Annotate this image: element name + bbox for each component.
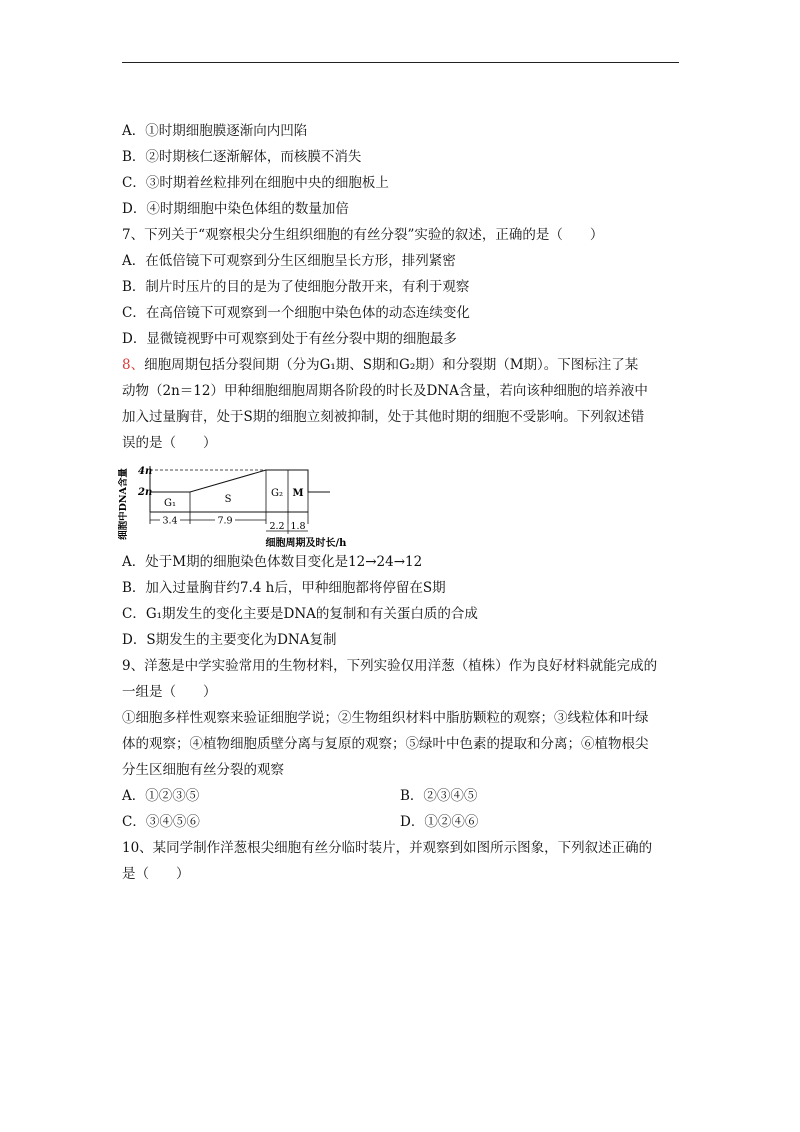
prev-option-d: D．④时期细胞中染色体组的数量加倍 (122, 201, 349, 217)
q8-option-c: C．G₁期发生的变化主要是DNA的复制和有关蛋白质的合成 (122, 606, 478, 622)
q9-option-b: B．②③④⑤ (400, 788, 478, 804)
q8-stem-line1 (122, 356, 638, 374)
q9-option-a: A．①②③⑤ (122, 788, 200, 804)
y-axis-label: 细胞中DNA含量 (118, 468, 129, 540)
phase-label-g1: G₁ (164, 498, 176, 509)
q8-option-d: D．S期发生的主要变化为DNA复制 (122, 632, 337, 648)
q8-number: 8、 (122, 357, 145, 373)
q10-stem-line2: 是（ ） (122, 866, 190, 882)
q9-stem-line1: 9、洋葱是中学实验常用的生物材料，下列实验仅用洋葱（植株）作为良好材料就能完成的 (122, 658, 658, 674)
q7-option-d: D．显微镜视野中可观察到处于有丝分裂中期的细胞最多 (122, 331, 457, 347)
duration-m: 1.8 (290, 521, 306, 532)
q9-stem-line4: 体的观察；④植物细胞质壁分离与复原的观察；⑤绿叶中色素的提取和分离；⑥植物根尖 (122, 736, 649, 752)
duration-g2: 2.2 (269, 521, 285, 532)
q8-stem-text: 细胞周期包括分裂间期（分为G₁期、S期和G₂期）和分裂期（M期）。下图标注了某 (144, 357, 639, 373)
y-tick-4n: 4n (138, 466, 153, 477)
q9-stem-line2: 一组是（ ） (122, 684, 217, 700)
prev-option-c: C．③时期着丝粒排列在细胞中央的细胞板上 (122, 175, 389, 191)
q8-stem-line2: 动物（2n＝12）甲种细胞细胞周期各阶段的时长及DNA含量，若向该种细胞的培养液中 (122, 383, 648, 399)
phase-label-m: M (292, 488, 304, 499)
q7-option-b: B．制片时压片的目的是为了使细胞分散开来，有利于观察 (122, 279, 470, 295)
q8-stem-line3: 加入过量胸苷，处于S期的细胞立刻被抑制，处于其他时期的细胞不受影响。下列叙述错 (122, 409, 645, 425)
prev-option-a: A．①时期细胞膜逐渐向内凹陷 (122, 123, 308, 139)
q9-stem-line5: 分生区细胞有丝分裂的观察 (122, 762, 284, 778)
prev-option-b: B．②时期核仁逐渐解体，而核膜不消失 (122, 149, 362, 165)
y-tick-2n: 2n (138, 487, 153, 498)
q10-stem-line1: 10、某同学制作洋葱根尖细胞有丝分临时装片，并观察到如图所示图象，下列叙述正确的 (122, 840, 653, 856)
header-rule (122, 62, 679, 63)
q9-stem-line3: ①细胞多样性观察来验证细胞学说；②生物组织材料中脂肪颗粒的观察；③线粒体和叶绿 (122, 710, 649, 726)
phase-label-g2: G₂ (271, 488, 283, 499)
x-axis-label: 细胞周期及时长/h (265, 538, 347, 549)
cell-cycle-diagram (118, 462, 358, 550)
q7-option-a: A．在低倍镜下可观察到分生区细胞呈长方形，排列紧密 (122, 253, 456, 269)
q8-option-a: A．处于M期的细胞染色体数目变化是12→24→12 (122, 554, 423, 570)
q8-stem-line4: 误的是（ ） (122, 435, 217, 451)
phase-label-s: S (224, 494, 232, 505)
q9-option-c: C．③④⑤⑥ (122, 814, 200, 830)
q7-stem: 7、下列关于“观察根尖分生组织细胞的有丝分裂”实验的叙述，正确的是（ ） (122, 227, 604, 243)
q9-option-d: D．①②④⑥ (400, 814, 479, 830)
q8-option-b: B．加入过量胸苷约7.4 h后，甲种细胞都将停留在S期 (122, 580, 446, 596)
q7-option-c: C．在高倍镜下可观察到一个细胞中染色体的动态连续变化 (122, 305, 470, 321)
duration-s: 7.9 (217, 515, 233, 527)
duration-g1: 3.4 (162, 515, 178, 527)
